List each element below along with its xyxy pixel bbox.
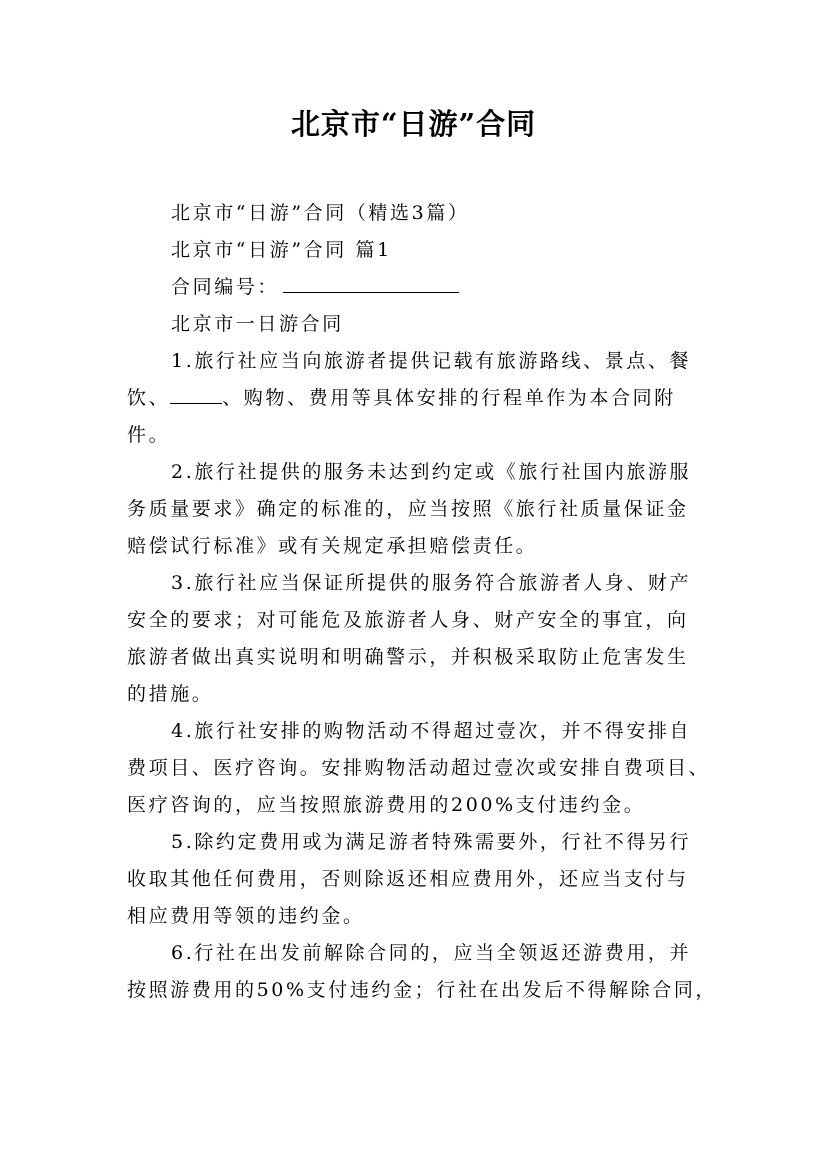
clause-3-line-4: 的措施。	[127, 683, 214, 705]
clause-4-line-1: 4.旅行社安排的购物活动不得超过壹次，并不得安排自	[171, 720, 692, 742]
clause-3-line-2: 安全的要求；对可能危及旅游者人身、财产安全的事宜，向	[127, 609, 689, 631]
clause-5-line-1: 5.除约定费用或为满足游者特殊需要外，行社不得另行	[171, 831, 692, 853]
clause-1-text-a: 饮、	[127, 387, 171, 409]
section-heading: 北京市“日游”合同 篇1	[171, 239, 392, 261]
clause-1-line-1: 1.旅行社应当向旅游者提供记载有旅游路线、景点、餐	[171, 350, 692, 372]
document-body	[127, 196, 718, 1007]
clause-6-line-1: 6.行社在出发前解除合同的，应当全领返还游费用，并	[171, 942, 692, 964]
fill-in-blank	[170, 381, 222, 404]
contract-number-label: 合同编号：	[171, 276, 280, 298]
clause-5-line-3: 相应费用等领的违约金。	[127, 905, 365, 927]
clause-2-line-2: 务质量要求》确定的标准的，应当按照《旅行社质量保证金	[127, 498, 689, 520]
clause-6-line-2: 按照游费用的50%支付违约金；行社在出发后不得解除合同，	[127, 979, 718, 1001]
contract-number-blank	[283, 270, 459, 293]
clause-1-text-b: 、购物、费用等具体安排的行程单作为本合同附	[222, 387, 676, 409]
contract-number-line	[127, 270, 705, 304]
clause-3-line-1: 3.旅行社应当保证所提供的服务符合旅游者人身、财产	[171, 572, 692, 594]
clause-1-line-2	[127, 381, 705, 415]
clause-2-line-3: 赔偿试行标准》或有关规定承担赔偿责任。	[127, 535, 538, 557]
contract-name-line: 北京市一日游合同	[171, 313, 344, 335]
clause-4-line-3: 医疗咨询的，应当按照旅游费用的200%支付违约金。	[127, 794, 646, 816]
clause-4-line-2: 费项目、医疗咨询。安排购物活动超过壹次或安排自费项目、	[127, 757, 711, 779]
subtitle-line: 北京市“日游”合同（精选3篇）	[171, 202, 470, 224]
clause-1-line-3: 件。	[127, 424, 171, 446]
clause-2-line-1: 2.旅行社提供的服务未达到约定或《旅行社国内旅游服	[171, 461, 692, 483]
document-title: 北京市“日游”合同	[290, 107, 537, 141]
clause-3-line-3: 旅游者做出真实说明和明确警示，并积极采取防止危害发生	[127, 646, 689, 668]
clause-5-line-2: 收取其他任何费用，否则除返还相应费用外，还应当支付与	[127, 868, 689, 890]
